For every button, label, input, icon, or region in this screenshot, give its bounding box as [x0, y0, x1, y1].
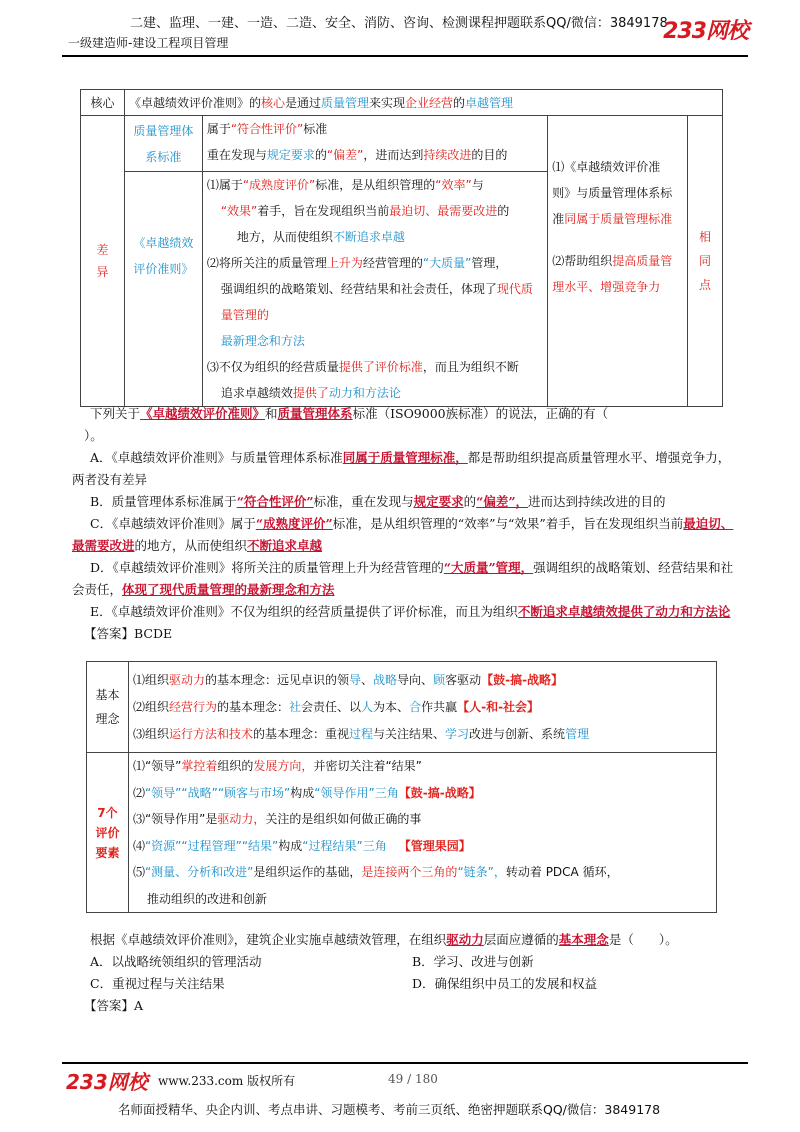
- q2-option-c: C．重视过程与关注结果: [90, 976, 225, 991]
- header-contact-line: 二建、监理、一建、一造、二造、安全、消防、咨询、检测课程押题联系QQ/微信：3849178: [130, 16, 668, 31]
- comparison-table: [80, 89, 723, 407]
- header-divider: [62, 55, 748, 57]
- footer-contact-line: 名师面授精华、央企内训、考点串讲、习题模考、考前三页纸、绝密押题联系QQ/微信：3849178: [118, 1102, 661, 1117]
- std2-description: ⑴属于“成熟度评价”标准，是从组织管理的“效率”与 “效果”着手，旨在发现组织当前最迫切、最需要改进的 地方，从而使组织不断追求卓越 ⑵将所关注的质量管理上升为经营管理的“大质量”管理， 强调组织的战略策划、经营结果和社会责任，体现了现代质量管理的 最新理念和方法 ⑶不仅为组织的经营质量提供了评价标准，而且为组织不断 追求卓越绩效提供了动力和方法论: [202, 172, 547, 407]
- q2-option-a: A．以战略统领组织的管理活动: [90, 954, 262, 969]
- concept-table: [86, 661, 717, 913]
- core-statement: 《卓越绩效评价准则》的核心是通过质量管理来实现企业经营的卓越管理: [124, 90, 722, 116]
- seven-elements-label: 7个 评价 要素: [87, 753, 129, 913]
- q2-option-d: D．确保组织中员工的发展和权益: [412, 976, 598, 991]
- std1-name: 质量管理体 系标准: [124, 116, 202, 172]
- q1-option-d: D．《卓越绩效评价准则》将所关注的质量管理上升为经营管理的“大质量”管理，强调组织的战略策划、经营结果和社会责任，体现了现代质量管理的最新理念和方法: [72, 560, 734, 597]
- page-number: 49 / 180: [388, 1072, 438, 1086]
- footer-logo: 233网校: [66, 1070, 148, 1094]
- q2-options-row-1: [72, 951, 742, 973]
- difference-label: 差 异: [81, 116, 125, 407]
- footer-divider: [62, 1062, 748, 1064]
- q1-option-b: B．质量管理体系标准属于“符合性评价”标准，重在发现与规定要求的“偏差”，进而达到持续改进的目的: [90, 494, 666, 509]
- seven-elements: ⑴“领导”掌控着组织的发展方向，并密切关注着“结果” ⑵“领导”“战略”“顾客与市场”构成“领导作用”三角【鼓-搞-战略】 ⑶“领导作用”是驱动力，关注的是组织如何做正确的事 ⑷“资源”“过程管理”“结果”构成“过程结果”三角 【管理果园】 ⑸“测量、分析和改进”是组织运作的基础，是连接两个三角的“链条”，转动着 PDCA 循环， 推动组织的改进和创新: [128, 753, 716, 913]
- q2-answer: 【答案】A: [84, 998, 144, 1013]
- std1-description: 属于“符合性评价”标准 重在发现与规定要求的“偏差”，进而达到持续改进的目的: [202, 116, 547, 172]
- question-1: 下列关于《卓越绩效评价准则》和质量管理体系标准（ISO9000族标准）的说法，正确的有（ ）。 A．《卓越绩效评价准则》与质量管理体系标准同属于质量管理标准，都是帮助组织提高质量管理水平、增强竞争力，两者没有差异 B．质量管理体系标准属于“符合性评价”标准，重在发现与规定要求的“偏差”，进而达到持续改进的目的 C．《卓越绩效评价准则》属于“成熟度评价”标准，是从组织管理的“效率”与“效果”着手，旨在发现组织当前最迫切、最需要改进的地方，从而使组织不断追求卓越 D．《卓越绩效评价准则》将所关注的质量管理上升为经营管理的“大质量”管理，强调组织的战略策划、经营结果和社会责任，体现了现代质量管理的最新理念和方法 E．《卓越绩效评价准则》不仅为组织的经营质量提供了评价标准，而且为组织不断追求卓越绩效提供了动力和方法论 【答案】BCDE: [72, 403, 742, 645]
- common-points: ⑴《卓越绩效评价准 则》与质量管理体系标 准同属于质量管理标准 ⑵帮助组织提高质量管 理水平、增强竞争力: [548, 116, 688, 407]
- q1-option-c: C．《卓越绩效评价准则》属于“成熟度评价”标准，是从组织管理的“效率”与“效果”着手，旨在发现组织当前最迫切、最需要改进的地方，从而使组织不断追求卓越: [72, 516, 734, 553]
- basic-concept-label: 基本 理念: [87, 662, 129, 753]
- std2-name: 《卓越绩效 评价准则》: [124, 172, 202, 407]
- q1-answer: 【答案】BCDE: [84, 626, 173, 641]
- q1-option-e: E．《卓越绩效评价准则》不仅为组织的经营质量提供了评价标准，而且为组织不断追求卓越绩效提供了动力和方法论: [90, 604, 731, 619]
- brand-logo: 233网校: [663, 19, 748, 44]
- q1-option-a: A．《卓越绩效评价准则》与质量管理体系标准同属于质量管理标准，都是帮助组织提高质量管理水平、增强竞争力，两者没有差异: [72, 450, 731, 487]
- question-2: 根据《卓越绩效评价准则》，建筑企业实施卓越绩效管理，在组织驱动力层面应遵循的基本理念是（ ）。 A．以战略统领组织的管理活动 B．学习、改进与创新 C．重视过程与关注结果 D．确保组织中员工的发展和权益 【答案】A: [72, 929, 742, 1017]
- same-label: 相 同 点: [687, 116, 722, 407]
- q2-option-b: B．学习、改进与创新: [412, 954, 534, 969]
- core-label: 核心: [81, 90, 125, 116]
- basic-concepts: ⑴组织驱动力的基本理念：远见卓识的领导、战略导向、顾客驱动【鼓-搞-战略】 ⑵组织经营行为的基本理念：社会责任、以人为本、合作共赢【人-和-社会】 ⑶组织运行方法和技术的基本理念：重视过程与关注结果、学习改进与创新、系统管理: [128, 662, 716, 753]
- footer-copyright: www.233.com 版权所有: [158, 1074, 296, 1088]
- header-subject: 一级建造师-建设工程项目管理: [68, 36, 229, 50]
- q2-options-row-2: [72, 973, 742, 995]
